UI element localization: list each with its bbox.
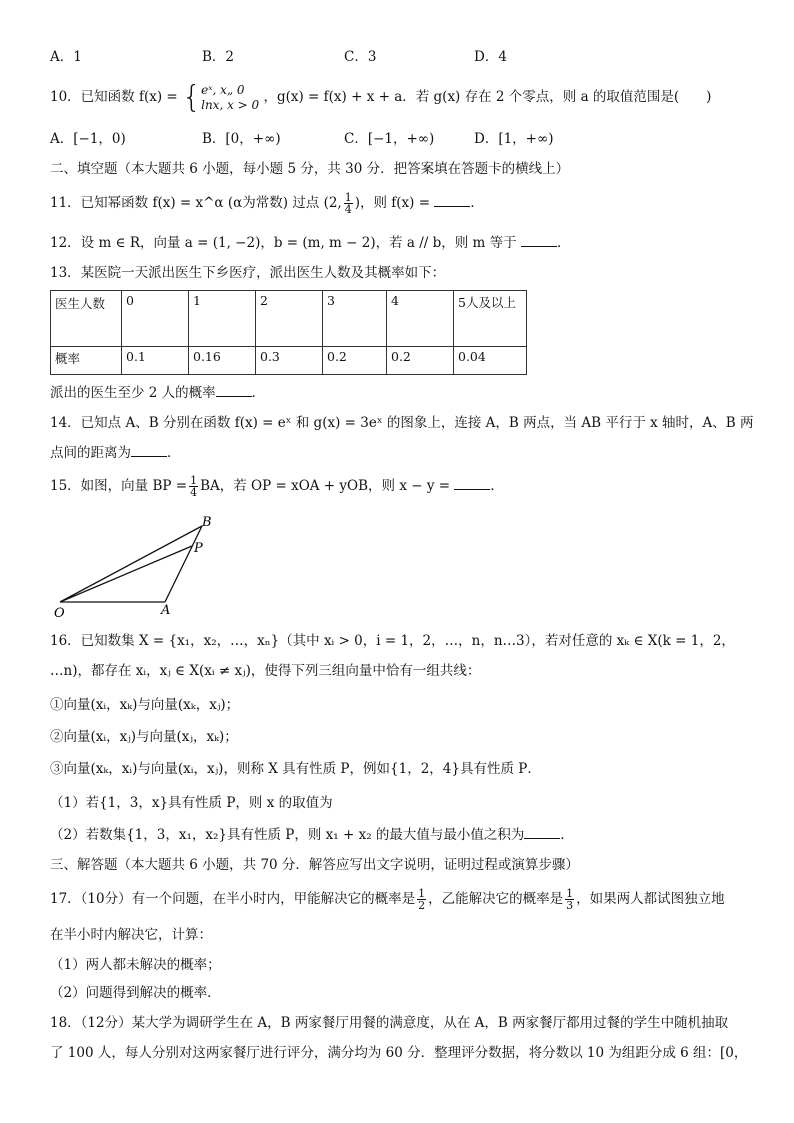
question-14-line-2: 点间的距离为 ．: [50, 445, 181, 461]
question-18-line-1: 18．（12分）某大学为调研学生在 A，B 两家餐厅用餐的满意度，从在 A，B 两家餐厅都用过餐的学生中随机抽取: [50, 1015, 729, 1031]
question-16-sub-2: （2）若数集{1，3，x₁，x₂}具有性质 P，则 x₁ + x₂ 的最大值与最小值之积为 ．: [50, 827, 574, 843]
question-17-sub-2: （2）问题得到解决的概率．: [50, 985, 221, 1001]
section-2-heading: 二、填空题（本大题共 6 小题，每小题 5 分，共 30 分．把答案填在答题卡的横线上）: [50, 161, 570, 177]
q10-option-b: B．[0，+∞): [202, 131, 281, 147]
q10-option-c: C．[−1，+∞): [344, 131, 435, 147]
label-o: O: [54, 606, 65, 620]
q16-answer-blank[interactable]: [524, 826, 560, 839]
q9-option-d: D．4: [474, 49, 507, 65]
question-15: 15．如图，向量 BP = $\frac{1}{4}$ BA，若 OP = xOA + yOB，则 x − y = ．: [50, 474, 504, 499]
section-3-heading: 三、解答题（本大题共 6 小题，共 70 分．解答应写出文字说明，证明过程或演算步骤）: [50, 857, 579, 873]
q14-answer-blank[interactable]: [131, 444, 167, 457]
question-12: 12．设 m ∈ R，向量 a = (1, −2)，b = (m, m − 2)，若 a // b，则 m 等于 ．: [50, 235, 571, 251]
brace-icon: {: [182, 79, 202, 115]
q11-text-a: 11．已知幂函数 f(x) = x^α (α为常数) 过点 (2,: [50, 195, 342, 211]
q9-option-a: A．1: [50, 49, 82, 65]
table-header-cell: 2: [256, 291, 323, 347]
question-13-intro: 13．某医院一天派出医生下乡医疗，派出医生人数及其概率如下：: [50, 265, 446, 281]
table-cell: 0.3: [256, 347, 323, 375]
probability-table: [50, 290, 527, 375]
question-14-line-1: 14．已知点 A、B 分别在函数 f(x) = eˣ 和 g(x) = 3eˣ 的图象上，连接 A，B 两点，当 AB 平行于 x 轴时，A、B 两: [50, 415, 754, 431]
label-p: P: [194, 541, 203, 556]
q11-fraction: $\frac{1}{4}$: [344, 191, 352, 216]
question-17-line-2: 在半小时内解决它，计算：: [50, 927, 212, 943]
q11-text-b: )，则 f(x) =: [354, 195, 431, 211]
table-header-cell: 1: [189, 291, 256, 347]
question-16-sub-1: （1）若{1，3，x}具有性质 P，则 x 的取值为: [50, 795, 333, 811]
table-header-cell: 0: [122, 291, 189, 347]
q13-answer-blank[interactable]: [216, 384, 252, 397]
q12-text: 12．设 m ∈ R，向量 a = (1, −2)，b = (m, m − 2)，若 a // b，则 m 等于: [50, 235, 517, 251]
segment-ab: [165, 526, 202, 602]
table-cell: 0.16: [189, 347, 256, 375]
q9-option-c: C．3: [344, 49, 377, 65]
table-header-cell: 医生人数: [51, 291, 122, 347]
piecewise-function: [182, 79, 260, 115]
q15-fraction: $\frac{1}{4}$: [190, 474, 198, 499]
table-cell: 0.2: [323, 347, 387, 375]
q10-condition: ，g(x) = f(x) + x + a．若 g(x) 存在 2 个零点，则 a 的取值范围是( ): [263, 89, 712, 105]
q10-prefix: 10．已知函数 f(x) =: [50, 89, 178, 105]
table-row: [51, 347, 527, 375]
question-16-item-3: ③向量(xₖ，xᵢ)与向量(xᵢ，xⱼ)，则称 X 具有性质 P，例如{1，2，4}具有性质 P．: [50, 761, 541, 777]
label-a: A: [161, 603, 171, 618]
table-row-label: 概率: [51, 347, 122, 375]
question-10: [50, 80, 711, 114]
q17-fraction-1: $\frac{1}{2}$: [418, 887, 426, 912]
q10-option-d: D．[1，+∞): [474, 131, 554, 147]
question-16-line-2: …n)，都存在 xᵢ，xⱼ ∈ X(xᵢ ≠ xⱼ)，使得下列三组向量中恰有一组共线：: [50, 663, 481, 679]
q15-answer-blank[interactable]: [454, 477, 490, 490]
question-16-line-1: 16．已知数集 X = {x₁，x₂，…，xₙ}（其中 xᵢ > 0，i = 1，2，…，n，n…3），若对任意的 xₖ ∈ X(k = 1，2，: [50, 633, 735, 649]
table-header-cell: 4: [387, 291, 454, 347]
question-16-item-1: ①向量(xᵢ，xₖ)与向量(xₖ，xⱼ)；: [50, 697, 240, 713]
table-row: [51, 291, 527, 347]
table-header-cell: 5人及以上: [454, 291, 527, 347]
q10-option-a: A．[−1，0): [50, 131, 126, 147]
segment-ob: [60, 526, 202, 602]
question-17-sub-1: （1）两人都未解决的概率；: [50, 957, 221, 973]
q10-case-2: lnx, x > 0: [201, 97, 260, 112]
question-18-line-2: 了 100 人，每人分别对这两家餐厅进行评分，满分均为 60 分．整理评分数据，将分数以 10 为组距分成 6 组：[0，: [50, 1045, 748, 1061]
q12-answer-blank[interactable]: [521, 234, 557, 247]
question-16-item-2: ②向量(xᵢ，xⱼ)与向量(xⱼ，xₖ)；: [50, 729, 238, 745]
q17-fraction-2: $\frac{1}{3}$: [566, 887, 574, 912]
question-13-prompt: 派出的医生至少 2 人的概率 ．: [50, 385, 266, 401]
q10-case-1: eˣ, x„ 0: [201, 82, 245, 97]
segment-op: [60, 546, 192, 602]
question-17-line-1: 17．（10分）有一个问题，在半小时内，甲能解决它的概率是 $\frac{1}{2}$ ，乙能解决它的概率是 $\frac{1}{3}$ ，如果两人都试图独立地: [50, 887, 725, 912]
table-cell: 0.1: [122, 347, 189, 375]
q11-answer-blank[interactable]: [434, 194, 470, 207]
table-cell: 0.2: [387, 347, 454, 375]
q9-option-b: B．2: [202, 49, 235, 65]
question-11: 11．已知幂函数 f(x) = x^α (α为常数) 过点 (2, $\frac{1}{4}$ )，则 f(x) = ．: [50, 191, 484, 216]
table-header-cell: 3: [323, 291, 387, 347]
vector-figure: [40, 510, 240, 620]
table-cell: 0.04: [454, 347, 527, 375]
label-b: B: [202, 515, 212, 530]
